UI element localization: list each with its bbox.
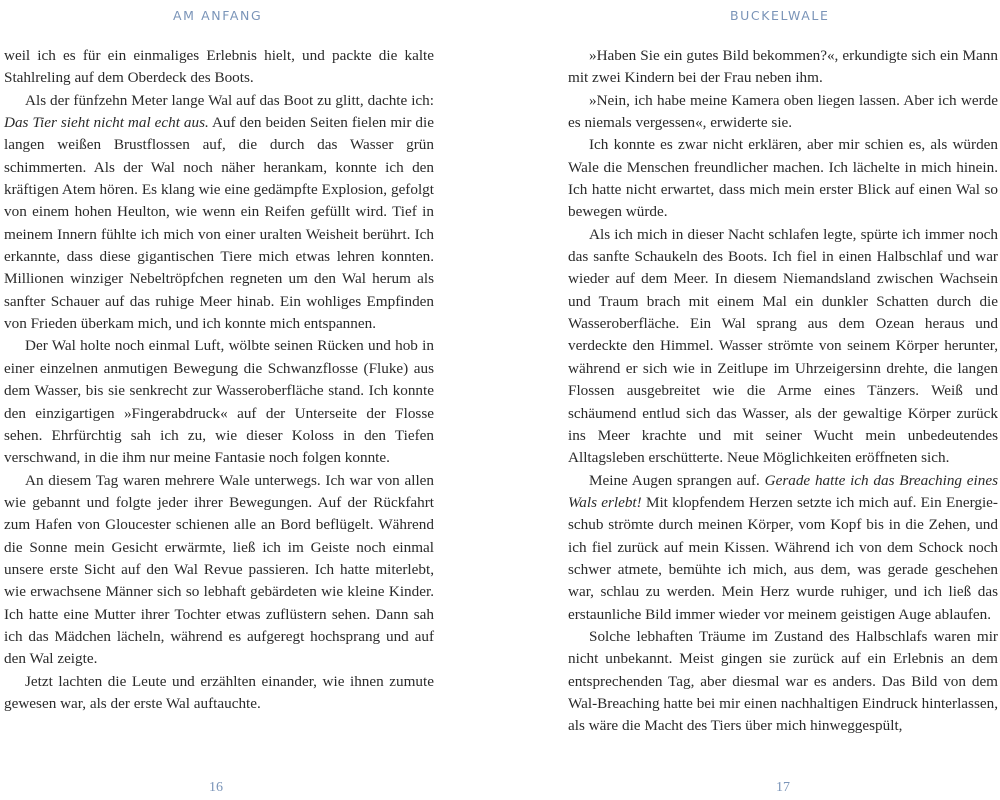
- page-number-left: 16: [209, 780, 223, 795]
- paragraph: weil ich es für ein einmaliges Erlebnis hielt, und packte die kalte Stahlreling auf dem Oberdeck des Boots.: [4, 47, 434, 87]
- italic-thought: Gerade hatte ich das Breaching eines Wals erlebt!: [568, 471, 998, 511]
- right-page: [500, 0, 1000, 800]
- page-number-right: 17: [776, 780, 790, 795]
- paragraph: »Nein, ich habe meine Kamera oben liegen lassen. Aber ich werde es niemals vergessen«, erwiderte sie.: [568, 91, 998, 132]
- italic-thought: Das Tier sieht nicht mal echt aus.: [4, 114, 209, 132]
- paragraph: Der Wal holte noch einmal Luft, wölbte seinen Rücken und hob in einer einzelnen anmutigen Bewegung die Schwanzflosse (Fluke) aus dem Wasser, bis sie senkrecht zur Wasseroberfläche stand. Ich konnte den einzigartigen »Fingerabdruck« auf der Unterseite der Flosse sehen. Ehrfürchtig sah ich zu, wie dieser Koloss in den Tiefen verschwand, in die ihm nur meine Fantasie noch folgen konnte.: [4, 337, 434, 467]
- paragraph: Jetzt lachten die Leute und erzählten einander, wie ihnen zumute gewesen war, als der erste Wal auftauchte.: [4, 672, 434, 712]
- paragraph: Solche lebhaften Träume im Zustand des Halbschlafs waren mir nicht unbekannt. Meist gingen sie zurück auf ein Erlebnis an dem entsprechenden Tag, aber diesmal war es anders. Das Bild von dem Wal-Breaching hatte bei mir einen nachhaltigen Eindruck hinterlassen, als wäre die Macht des Tiers über mich hinweggespült,: [568, 627, 998, 735]
- text-run: Meine Augen sprangen auf.: [589, 471, 765, 489]
- text-run: Auf den beiden Seiten fielen mir die langen weißen Brustflossen auf, die durch das Wasser grün schimmerten. Als der Wal noch näher herankam, konnte ich den kräftigen Atem hören. Es klang wie eine gedämpfte Explosion, gefolgt von einem hohen Heulton, wie wenn ein Reifen gefüllt wird. Tief in meinem Innern fühlte ich mich von einer uralten Weisheit berührt. Ich erkannte, dass diese gigantischen Tiere mich etwas lehren konnten. Millionen winziger Nebeltröpfchen regneten um den Wal herum als sanfter Schauer auf das ruhige Meer hinab. Ein wohliges Empfinden von Frieden überkam mich, und ich konnte mich entspannen.: [4, 114, 434, 333]
- body-text-left: [4, 45, 434, 715]
- text-run: Als der fünfzehn Meter lange Wal auf das Boot zu glitt, dachte ich:: [25, 91, 434, 109]
- running-head-right: BUCKELWALE: [730, 8, 830, 23]
- paragraph: »Haben Sie ein gutes Bild bekommen?«, erkundigte sich ein Mann mit zwei Kindern bei der Frau neben ihm.: [568, 47, 998, 87]
- paragraph: [4, 90, 434, 336]
- running-head-left: AM ANFANG: [173, 8, 263, 23]
- text-run: Mit klopfendem Herzen setzte ich mich auf. Ein Energieschub strömte durch meinen Körper, vom Kopf bis in die Zehen, und ich fiel zurück auf mein Kissen. Während ich von dem Schock noch schwer atmete, bemühte ich mich, aus dem, was gerade geschehen war, schlau zu werden. Mein Herz wurde ruhiger, und ich ließ das erstaunliche Bild immer wieder vor meinem geistigen Auge ablaufen.: [568, 493, 998, 623]
- paragraph: Als ich mich in dieser Nacht schlafen legte, spürte ich immer noch das sanfte Schaukeln des Boots. Ich fiel in einen Halbschlaf und war wieder auf dem Meer. In diesem Niemandsland zwischen Wachsein und Traum brach mit einem Mal ein dunkler Schatten durch die Wasseroberfläche. Ein Wal sprang aus dem Ozean heraus und verdeckte den Himmel. Wasser strömte von seinem Körper herunter, während er sich wie in Zeitlupe im Uhrzeigersinn drehte, die langen Flossen ausgebreitet wie die Arme eines Tänzers. Weiß und schäumend entlud sich das Wasser, als der gewaltige Körper zurück ins Meer krachte und mit seiner Wucht mein unbedeutendes Alltagsleben erschütterte. Neue Möglichkeiten eröffneten sich.: [568, 225, 998, 467]
- paragraph: Ich konnte es zwar nicht erklären, aber mir schien es, als würden Wale die Menschen freundlicher machen. Ich lächelte in mich hinein. Ich hatte nicht erwartet, dass mich mein erster Blick auf einen Wal so bewegen würde.: [568, 136, 998, 221]
- paragraph: An diesem Tag waren mehrere Wale unterwegs. Ich war von allen wie gebannt und folgte jeder ihrer Bewegungen. Auf der Rückfahrt zum Hafen von Gloucester schienen alle an Bord beflügelt. Während die Sonne mein Gesicht erwärmte, ließ ich im Geiste noch einmal unsere erste Sicht auf den Wal Revue passieren. Ich hatte miterlebt, wie erwachsene Männer sich so lebhaft gebärdeten wie kleine Kinder. Ich hatte eine Mutter ihrer Tochter etwas zuflüstern sehen. Dann sah ich das Mädchen lächeln, während es aufgeregt hochsprang und auf den Wal zeigte.: [4, 471, 434, 668]
- body-text-right: [568, 45, 998, 738]
- paragraph: [568, 470, 998, 626]
